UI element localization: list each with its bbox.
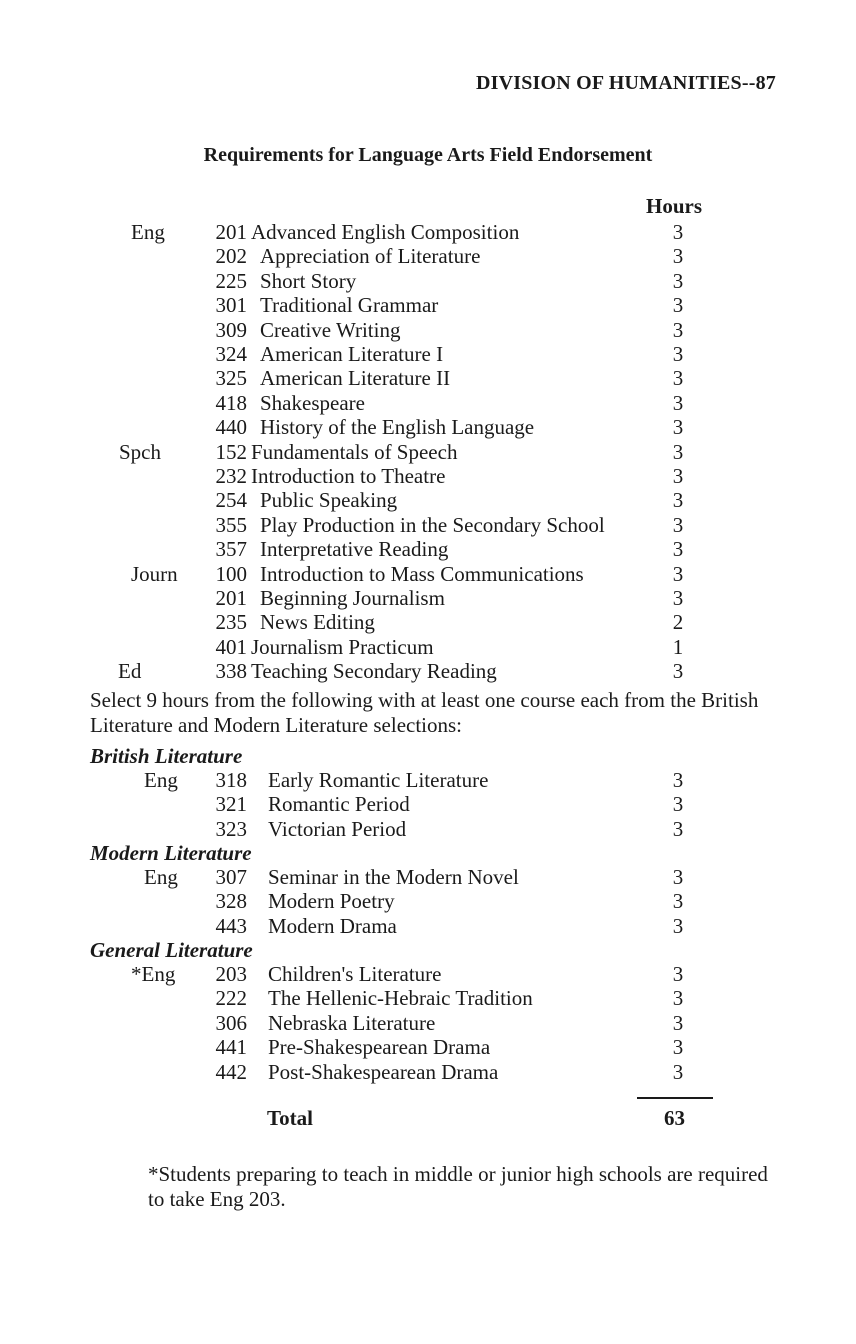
course-hours: 3	[672, 889, 684, 914]
page-header: DIVISION OF HUMANITIES--87	[475, 72, 776, 94]
table-row	[0, 562, 856, 586]
table-row	[0, 269, 856, 293]
table-row	[0, 488, 856, 512]
course-number: 328	[215, 889, 247, 914]
course-name: Short Story	[260, 268, 357, 293]
course-dept: Eng	[144, 865, 178, 889]
course-hours: 3	[672, 537, 684, 562]
course-hours: 3	[672, 464, 684, 488]
course-hours: 3	[672, 439, 684, 464]
course-name: Appreciation of Literature	[260, 244, 481, 269]
course-name: Victorian Period	[268, 816, 407, 841]
table-row	[0, 865, 856, 889]
course-hours: 3	[672, 986, 684, 1011]
course-hours: 3	[672, 317, 684, 342]
course-number: 324	[215, 342, 247, 366]
course-number: 355	[215, 512, 247, 537]
course-name: Modern Poetry	[268, 889, 395, 914]
course-name: Advanced English Composition	[251, 220, 520, 244]
course-hours: 3	[672, 366, 684, 391]
course-hours: 3	[672, 816, 684, 841]
course-number: 442	[215, 1059, 247, 1084]
course-name: Introduction to Mass Communications	[260, 561, 584, 586]
course-number: 318	[215, 768, 247, 792]
course-name: Creative Writing	[260, 317, 401, 342]
course-hours: 3	[672, 792, 684, 817]
course-name: Traditional Grammar	[260, 293, 439, 318]
course-number: 306	[215, 1010, 247, 1035]
course-hours: 2	[672, 610, 684, 635]
course-number: 307	[215, 865, 247, 889]
selection-instructions: Select 9 hours from the following with at least one course each from the British Literature and Modern Literature selections:	[90, 688, 759, 737]
table-row	[0, 817, 856, 841]
table-row	[0, 293, 856, 317]
course-name: Children's Literature	[268, 962, 442, 986]
table-row	[0, 768, 856, 792]
table-row	[0, 792, 856, 816]
course-number: 152	[215, 439, 247, 464]
table-row	[0, 635, 856, 659]
course-number: 321	[215, 792, 247, 817]
course-hours: 3	[672, 488, 684, 513]
course-name: Seminar in the Modern Novel	[268, 865, 519, 889]
course-hours: 3	[672, 913, 684, 938]
table-row	[0, 342, 856, 366]
course-name: The Hellenic-Hebraic Tradition	[268, 986, 533, 1011]
course-number: 203	[215, 962, 247, 986]
course-hours: 3	[672, 865, 684, 889]
course-hours: 3	[672, 293, 684, 318]
table-row	[0, 1011, 856, 1035]
course-dept: Journ	[131, 561, 178, 586]
course-number: 222	[215, 986, 247, 1011]
course-name: Teaching Secondary Reading	[251, 659, 497, 684]
total-label: Total	[267, 1106, 313, 1130]
table-row	[0, 513, 856, 537]
table-row	[0, 962, 856, 986]
course-number: 301	[215, 293, 247, 318]
table-row	[0, 537, 856, 561]
course-number: 225	[215, 268, 247, 293]
course-name: American Literature I	[260, 342, 444, 366]
course-hours: 3	[672, 561, 684, 586]
table-row	[0, 244, 856, 268]
course-hours: 3	[672, 1035, 684, 1060]
course-hours: 3	[672, 220, 684, 244]
course-number: 232	[215, 464, 247, 488]
course-number: 441	[215, 1035, 247, 1060]
table-row	[0, 1035, 856, 1059]
table-row	[0, 415, 856, 439]
course-hours: 3	[672, 1010, 684, 1035]
course-number: 325	[215, 366, 247, 391]
course-number: 418	[215, 390, 247, 415]
table-row	[0, 220, 856, 244]
course-number: 323	[215, 816, 247, 841]
course-number: 338	[215, 659, 247, 684]
table-row	[0, 391, 856, 415]
course-number: 254	[215, 488, 247, 513]
course-dept: Spch	[119, 439, 161, 464]
course-number: 201	[215, 586, 247, 610]
table-row	[0, 610, 856, 634]
course-number: 201	[215, 220, 247, 244]
course-dept: Eng	[131, 220, 165, 244]
course-hours: 3	[672, 415, 684, 440]
section-heading: General Literature	[90, 938, 253, 962]
course-hours: 3	[672, 390, 684, 415]
course-hours: 3	[672, 268, 684, 293]
course-dept: *Eng	[131, 962, 176, 986]
course-number: 440	[215, 415, 247, 440]
course-name: Pre-Shakespearean Drama	[268, 1035, 491, 1060]
course-hours: 3	[672, 586, 684, 610]
course-name: Fundamentals of Speech	[251, 439, 458, 464]
table-row	[0, 586, 856, 610]
total-rule	[637, 1097, 713, 1099]
course-name: Early Romantic Literature	[268, 768, 489, 792]
course-hours: 3	[672, 768, 684, 792]
course-name: Play Production in the Secondary School	[260, 512, 605, 537]
course-name: History of the English Language	[260, 415, 535, 440]
course-number: 401	[215, 634, 247, 659]
course-name: Journalism Practicum	[251, 634, 434, 659]
course-number: 443	[215, 913, 247, 938]
course-name: American Literature II	[260, 366, 451, 391]
course-number: 309	[215, 317, 247, 342]
course-number: 235	[215, 610, 247, 635]
course-name: Beginning Journalism	[260, 586, 445, 610]
course-name: Interpretative Reading	[260, 537, 449, 562]
course-name: Post-Shakespearean Drama	[268, 1059, 499, 1084]
course-dept: Ed	[118, 659, 142, 684]
course-name: Shakespeare	[260, 390, 365, 415]
hours-column-header: Hours	[646, 194, 703, 218]
table-row	[0, 440, 856, 464]
table-row	[0, 889, 856, 913]
course-name: News Editing	[260, 610, 375, 635]
course-hours: 3	[672, 962, 684, 986]
course-name: Romantic Period	[268, 792, 410, 817]
course-number: 100	[215, 561, 247, 586]
footnote: *Students preparing to teach in middle or junior high schools are required to take Eng 203.	[148, 1162, 768, 1211]
course-number: 357	[215, 537, 247, 562]
course-name: Modern Drama	[268, 913, 397, 938]
table-row	[0, 914, 856, 938]
course-hours: 3	[672, 512, 684, 537]
table-row	[0, 986, 856, 1010]
section-heading: British Literature	[90, 744, 243, 768]
table-row	[0, 366, 856, 390]
course-name: Nebraska Literature	[268, 1010, 436, 1035]
table-row	[0, 318, 856, 342]
page-title: Requirements for Language Arts Field Endorsement	[203, 144, 653, 166]
course-hours: 1	[672, 634, 684, 659]
course-number: 202	[215, 244, 247, 269]
section-heading: Modern Literature	[90, 841, 252, 865]
course-name: Introduction to Theatre	[251, 464, 446, 488]
course-hours: 3	[672, 244, 684, 269]
course-name: Public Speaking	[260, 488, 398, 513]
table-row	[0, 1060, 856, 1084]
table-row	[0, 464, 856, 488]
course-hours: 3	[672, 659, 684, 684]
total-value: 63	[664, 1106, 685, 1130]
table-row	[0, 659, 856, 683]
course-dept: Eng	[144, 768, 178, 792]
course-hours: 3	[672, 1059, 684, 1084]
course-hours: 3	[672, 342, 684, 366]
